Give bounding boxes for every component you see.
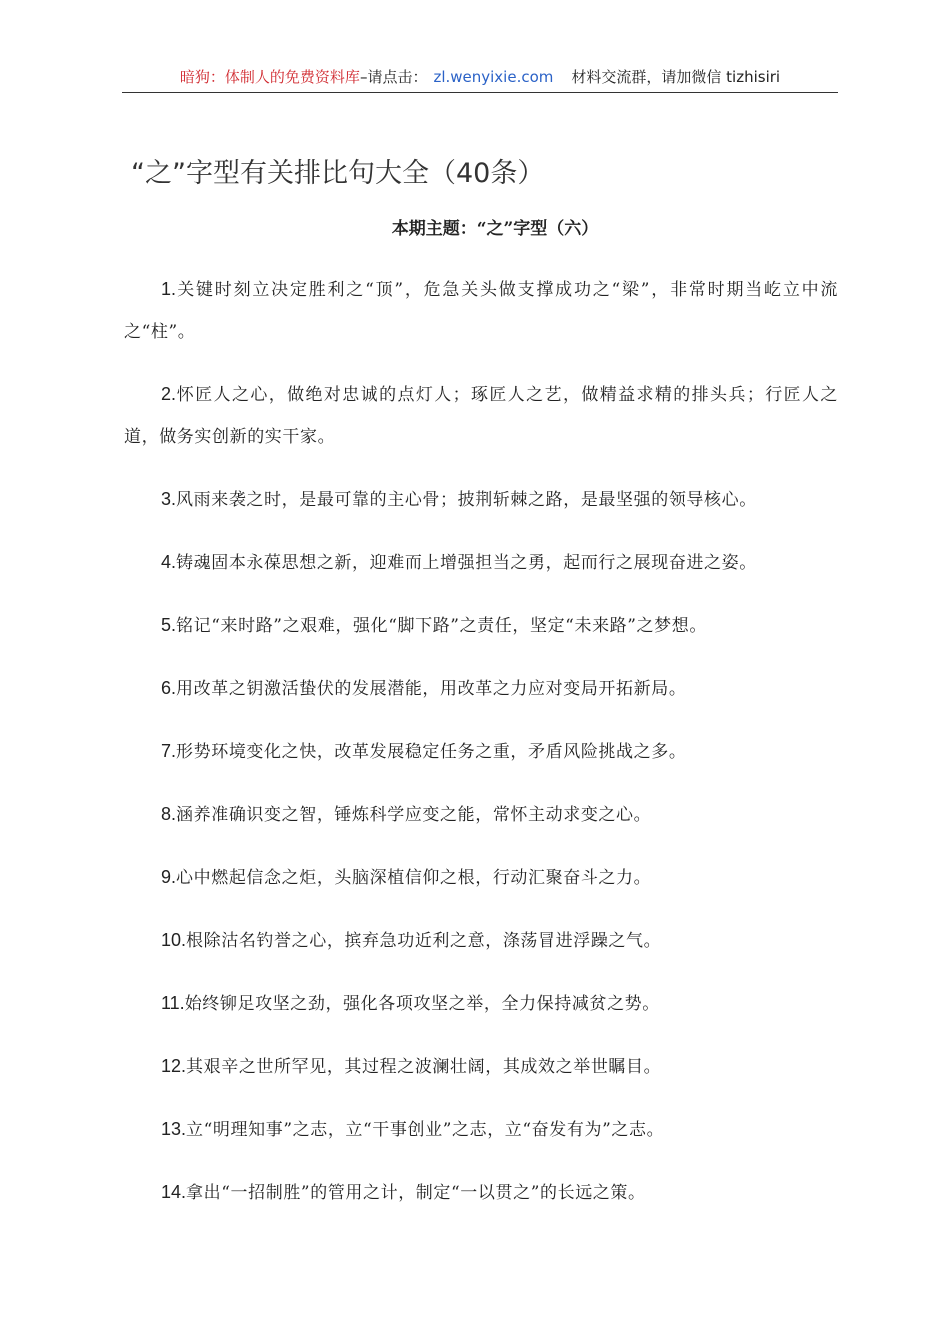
sentence-list bbox=[124, 268, 838, 1234]
list-item bbox=[124, 730, 838, 773]
item-number: 13. bbox=[161, 1119, 187, 1139]
item-number: 14. bbox=[161, 1182, 187, 1202]
item-number: 12. bbox=[161, 1056, 187, 1076]
list-item bbox=[124, 667, 838, 710]
item-text: 关键时刻立决定胜利之“顶”，危急关头做支撑成功之“梁”，非常时期当屹立中流之“柱”。 bbox=[124, 280, 838, 342]
item-number: 4. bbox=[161, 552, 177, 572]
item-text: 用改革之钥激活蛰伏的发展潜能，用改革之力应对变局开拓新局。 bbox=[176, 679, 687, 699]
list-item bbox=[124, 478, 838, 521]
item-text: 心中燃起信念之炬，头脑深植信仰之根，行动汇聚奋斗之力。 bbox=[176, 868, 652, 888]
header-prompt: –请点击： bbox=[359, 68, 428, 86]
item-text: 形势环境变化之快，改革发展稳定任务之重，矛盾风险挑战之多。 bbox=[176, 742, 687, 762]
item-text: 涵养准确识变之智，锤炼科学应变之能，常怀主动求变之心。 bbox=[176, 805, 652, 825]
list-item bbox=[124, 919, 838, 962]
item-number: 9. bbox=[161, 867, 177, 887]
item-text: 怀匠人之心，做绝对忠诚的点灯人；琢匠人之艺，做精益求精的排头兵；行匠人之道，做务实创新的实干家。 bbox=[124, 385, 838, 447]
list-item bbox=[124, 541, 838, 584]
item-text: 拿出“一招制胜”的管用之计，制定“一以贯之”的长远之策。 bbox=[186, 1183, 646, 1203]
list-item bbox=[124, 1108, 838, 1151]
item-number: 11. bbox=[161, 993, 185, 1013]
item-number: 1. bbox=[161, 279, 177, 299]
list-item bbox=[124, 604, 838, 647]
item-number: 10. bbox=[161, 930, 187, 950]
item-number: 2. bbox=[161, 384, 177, 404]
header-link[interactable]: zl.wenyixie.com bbox=[433, 68, 554, 86]
list-item bbox=[124, 856, 838, 899]
item-text: 其艰辛之世所罕见，其过程之波澜壮阔，其成效之举世瞩目。 bbox=[186, 1057, 662, 1077]
page-header bbox=[122, 62, 838, 93]
item-number: 8. bbox=[161, 804, 177, 824]
item-number: 5. bbox=[161, 615, 177, 635]
list-item bbox=[124, 268, 838, 353]
item-number: 7. bbox=[161, 741, 177, 761]
item-text: 风雨来袭之时，是最可靠的主心骨；披荆斩棘之路，是最坚强的领导核心。 bbox=[176, 490, 757, 510]
header-brand: 暗狗：体制人的免费资料库 bbox=[179, 68, 360, 86]
page-subtitle: 本期主题：“之”字型（六） bbox=[391, 219, 599, 239]
list-item bbox=[124, 1171, 838, 1214]
list-item bbox=[124, 793, 838, 836]
page-title: “之”字型有关排比句大全（40条） bbox=[131, 158, 545, 189]
item-text: 立“明理知事”之志，立“干事创业”之志，立“奋发有为”之志。 bbox=[186, 1120, 665, 1140]
item-number: 3. bbox=[161, 489, 177, 509]
list-item bbox=[124, 1045, 838, 1088]
item-text: 铸魂固本永葆思想之新，迎难而上增强担当之勇，起而行之展现奋进之姿。 bbox=[176, 553, 757, 573]
item-text: 铭记“来时路”之艰难，强化“脚下路”之责任，坚定“未来路”之梦想。 bbox=[176, 616, 707, 636]
item-number: 6. bbox=[161, 678, 177, 698]
item-text: 根除沽名钓誉之心，摈弃急功近利之意，涤荡冒进浮躁之气。 bbox=[186, 931, 662, 951]
list-item bbox=[124, 982, 838, 1025]
item-text: 始终铆足攻坚之劲，强化各项攻坚之举，全力保持减贫之势。 bbox=[184, 994, 660, 1014]
header-wechat: 材料交流群，请加微信 tizhisiri bbox=[571, 68, 781, 86]
list-item bbox=[124, 373, 838, 458]
